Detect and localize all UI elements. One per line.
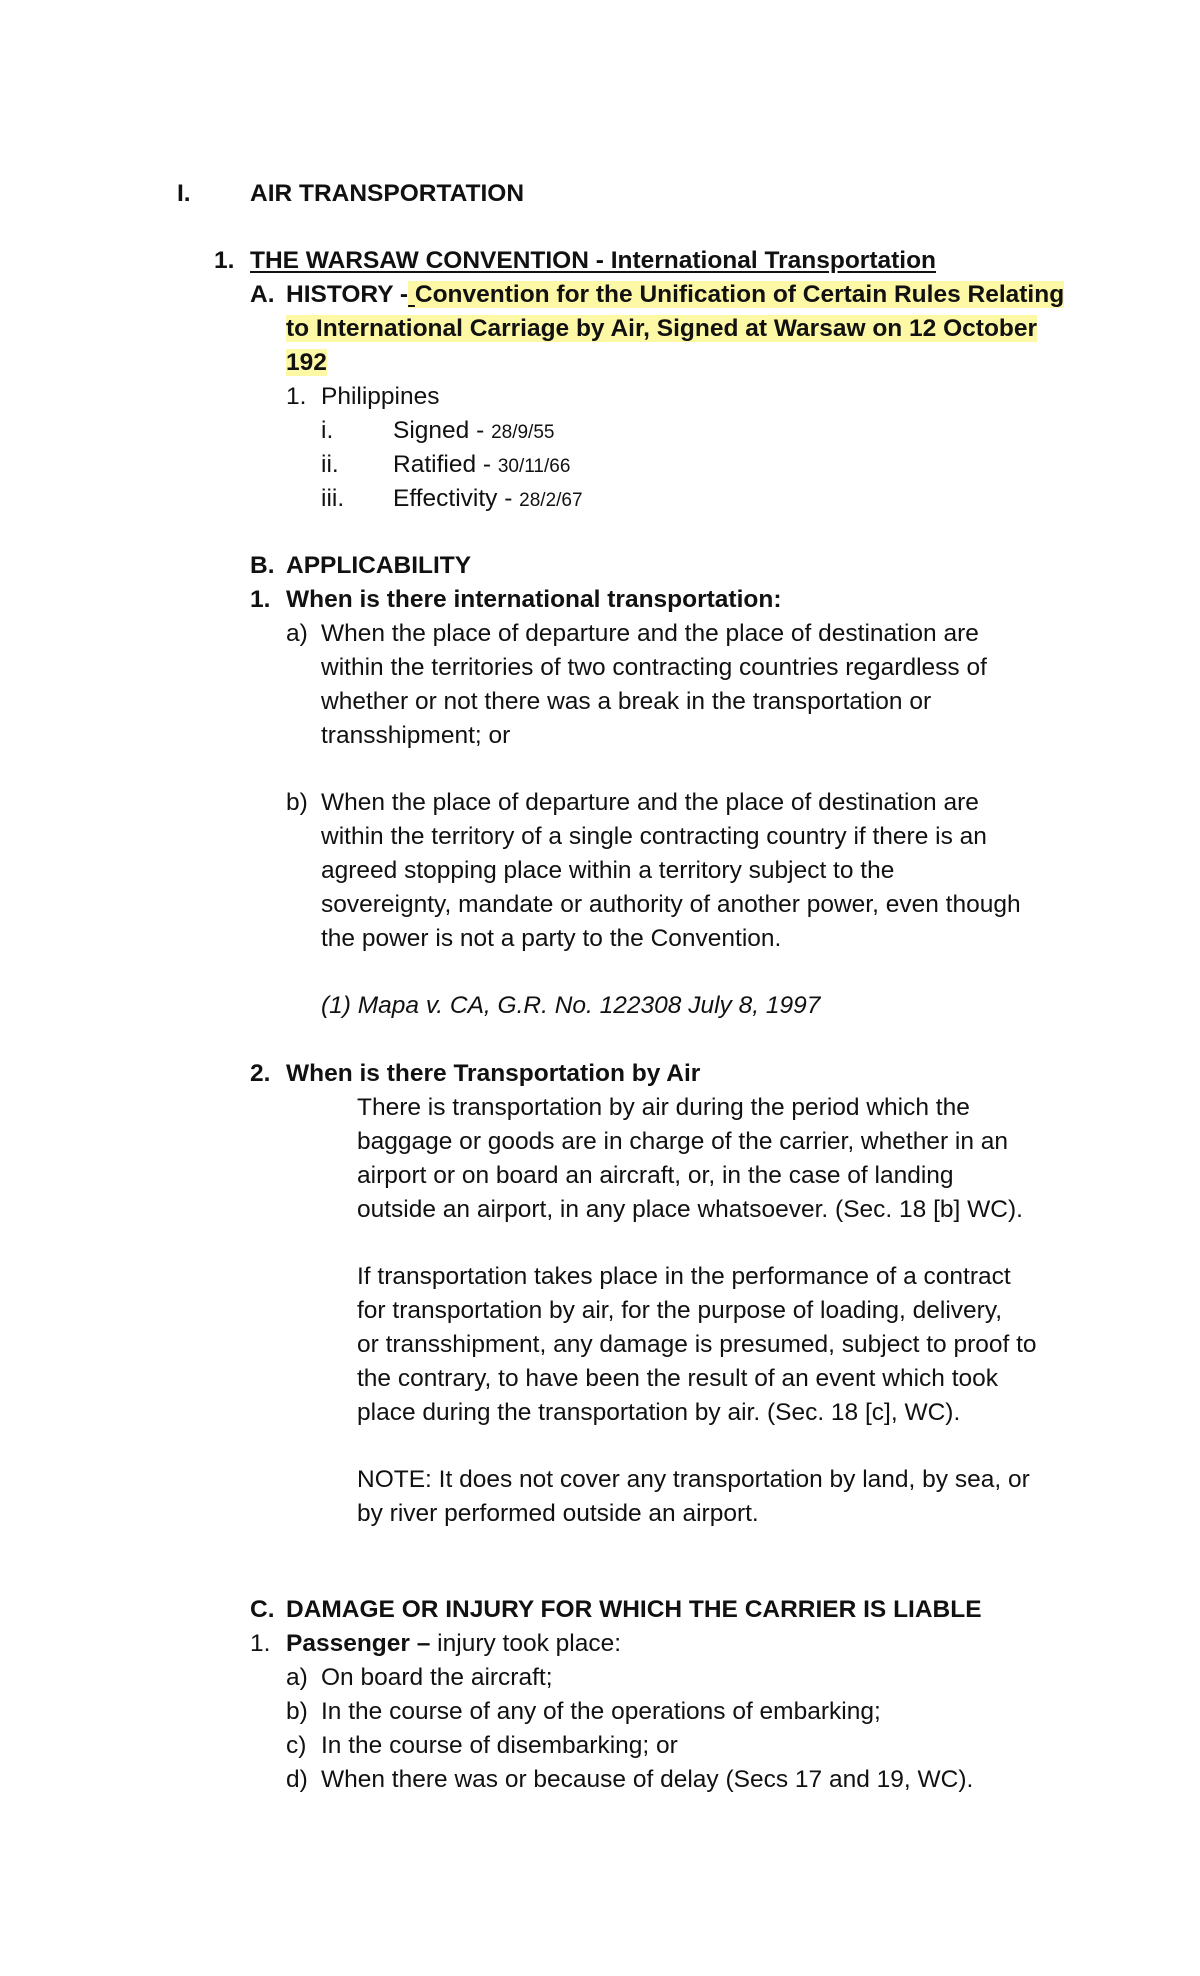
paragraph-line: within the territories of two contracting countries regardless of [321,654,987,681]
history-text-3: 192 [286,349,327,376]
paragraph-line: When the place of departure and the place of destination are [321,620,979,647]
history-dash-gap [408,281,415,308]
paragraph-line: place during the transportation by air. (Sec. 18 [c], WC). [357,1399,961,1426]
item-date: 30/11/66 [497,456,571,477]
paragraph-line: When the place of departure and the place of destination are [321,789,979,816]
list-item: In the course of any of the operations of embarking; [321,1698,881,1725]
history-text-1: Convention for the Unification of Certain Rules Relating [414,281,1065,308]
section-title: AIR TRANSPORTATION [250,180,525,207]
list-marker: b) [286,789,308,816]
item-date: 28/2/67 [519,490,583,511]
history-line-2 [286,312,1037,346]
history-letter: A. [250,281,275,308]
history-line-3 [286,346,327,380]
passenger-label: Passenger – [286,1630,431,1657]
paragraph-line: baggage or goods are in charge of the carrier, whether in an [357,1128,1009,1155]
note-line: by river performed outside an airport. [357,1500,759,1527]
q2-title: When is there Transportation by Air [286,1060,701,1087]
warsaw-title: THE WARSAW CONVENTION - International Transportation [250,247,937,274]
list-marker: a) [286,1664,308,1691]
paragraph-line: outside an airport, in any place whatsoever. (Sec. 18 [b] WC). [357,1196,1023,1223]
q1-number: 1. [250,586,271,613]
philippines-item [393,448,570,484]
philippines-number: 1. [286,383,307,410]
paragraph-line: or transshipment, any damage is presumed, subject to proof to [357,1331,1037,1358]
applicability-letter: B. [250,552,275,579]
list-item: In the course of disembarking; or [321,1732,678,1759]
passenger-line [286,1627,621,1661]
note-line: NOTE: It does not cover any transportation by land, by sea, or [357,1466,1030,1493]
list-marker: b) [286,1698,308,1725]
history-line-1 [286,278,1064,312]
roman-numeral: iii. [321,485,345,512]
section-numeral: I. [177,180,191,207]
damage-letter: C. [250,1596,275,1623]
list-item: When there was or because of delay (Secs 17 and 19, WC). [321,1766,974,1793]
passenger-text: injury took place: [430,1630,622,1657]
paragraph-line: transshipment; or [321,722,511,749]
list-marker: a) [286,620,308,647]
history-label: HISTORY - [286,281,409,308]
passenger-number: 1. [250,1630,271,1657]
paragraph-line: the contrary, to have been the result of an event which took [357,1365,999,1392]
paragraph-line: sovereignty, mandate or authority of another power, even though [321,891,1021,918]
item-date: 28/9/55 [491,422,555,443]
damage-title: DAMAGE OR INJURY FOR WHICH THE CARRIER IS LIABLE [286,1596,982,1623]
paragraph-line: for transportation by air, for the purpose of loading, delivery, [357,1297,1003,1324]
philippines-label: Philippines [321,383,440,410]
case-citation: (1) Mapa v. CA, G.R. No. 122308 July 8, 1997 [321,992,821,1019]
philippines-item [393,482,583,518]
roman-numeral: i. [321,417,334,444]
history-text-2: to International Carriage by Air, Signed at Warsaw on 12 October [286,315,1038,342]
paragraph-line: If transportation takes place in the performance of a contract [357,1263,1011,1290]
list-item: On board the aircraft; [321,1664,553,1691]
roman-numeral: ii. [321,451,339,478]
list-marker: c) [286,1732,307,1759]
warsaw-number: 1. [214,247,235,274]
item-label: Effectivity - [393,485,520,512]
paragraph-line: agreed stopping place within a territory subject to the [321,857,895,884]
item-label: Ratified - [393,451,498,478]
list-marker: d) [286,1766,308,1793]
applicability-title: APPLICABILITY [286,552,472,579]
paragraph-line: within the territory of a single contracting country if there is an [321,823,987,850]
philippines-item [393,414,554,450]
paragraph-line: There is transportation by air during the period which the [357,1094,970,1121]
item-label: Signed - [393,417,492,444]
paragraph-line: whether or not there was a break in the transportation or [321,688,932,715]
q1-title: When is there international transportation: [286,586,782,613]
paragraph-line: the power is not a party to the Convention. [321,925,782,952]
paragraph-line: airport or on board an aircraft, or, in the case of landing [357,1162,954,1189]
q2-number: 2. [250,1060,271,1087]
